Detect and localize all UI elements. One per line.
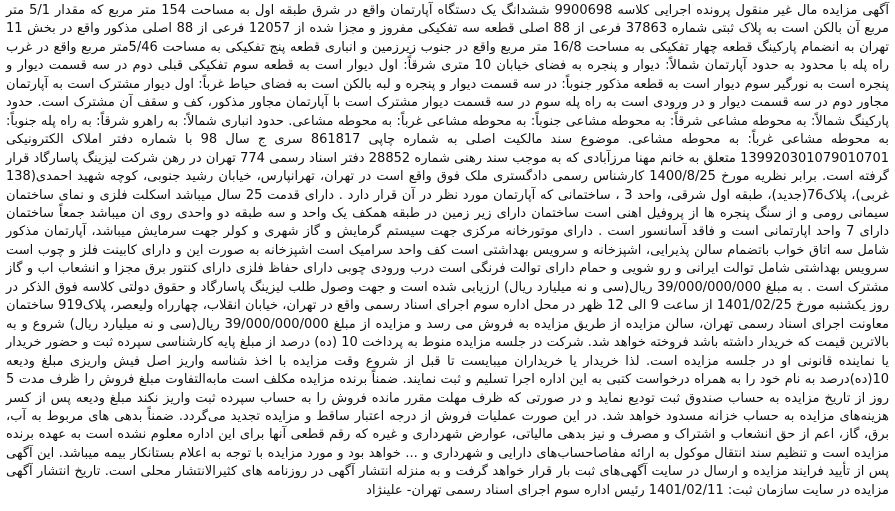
auction-notice-text: آگهی مزایده مال غیر منقول پرونده اجرایی کلاسه 9900698 ششدانگ یک دستگاه آپارتمان واقع در شرق طبقه اول به مساحت 154 متر مربع که مقدار 5/1 متر مربع آن بالکن است به پلاک ثبتی شماره 37863 فرعی از 88 اصلی قطعه سه تفکیکی مفروز و مجزا شده از 12057 فرعی از 88 اصلی مذکور واقع در بخش 11 تهران به انضمام پارکینگ قطعه چهار تفکیکی به مساحت 16/8 متر مربع واقع در جنوب زیرزمین و انباری قطعه پنج تفکیکی به مساحت 5/46متر مربع واقع در غرب راه پله با محدود به حدود آپارتمان شمالاً: دیوار و پنجره به فضای خیابان 10 متری شرقاً: اول دیوار است به قطعه سوم تفکیکی قبلی دوم در سه قسمت دیوار و پنجره است به نورگیر سوم دیوار است به قطعه مذکور جنوباً: در سه قسمت دیوار و پنجره و لبه بالکن است به فضای حیاط غرباً: اول دیوار مشترک است به آپارتمان مجاور دوم در سه قسمت دیوار و در ورودی است به راه پله سوم در سه قسمت دیوار مشترک است با آپارتمان مجاور مذکور، کف و سقف آن مشترک است. حدود پارکینگ شمالاً: به محوطه مشاعی شرقاً: به محوطه مشاعی جنوباً: به محوطه مشاعی غرباً: به محوطه مشاعی. حدود انباری شمالاً: به راهرو شرقاً: به راه پله جنوباً: به محوطه مشاعی غرباً: به محوطه مشاعی. موضوع سند مالکیت اصلی به شماره چاپی 861817 سری ج سال 98 با شماره دفتر املاک الکترونیکی 139920301079010701 متعلق به خانم مهنا مرزآبادی که به موجب سند رهنی شماره 28852 دفتر اسناد رسمی 774 تهران در رهن شرکت لیزینگ پاسارگاد قرار گرفته است. برابر نظریه مورخ 1400/8/25 کارشناس رسمی دادگستری ملک فوق واقع است در تهران، تهرانپارس، خیابان رشید جنوبی، کوچه شهید احمدی(138 غربی)، پلاک76(جدید)، طبقه اول شرقی، واحد 3 ، ساختمانی که آپارتمان مورد نظر در آن قرار دارد . دارای قدمت 25 سال میباشد اسکلت فلزی و نمای ساختمان سیمانی رومی و از سنگ پنجره ها از پروفیل اهنی است ساختمان دارای زیر زمین در طبقه همکف یک واحد و سه طبقه دو واحدی روی ان میباشد جمعاً ساختمان دارای 7 واحد اپارتمانی است و فاقد آسانسور است . دارای موتورخانه مرکزی جهت سیستم گرمایش و گاز شهری و کولر جهت سرمایش میباشد، آپارتمان مذکور شامل سه اتاق خواب باتضمام سالن پذیرایی، اشپزخانه و سرویس بهداشتی است کف واحد سرامیک است اشپزخانه به صورت این و دارای کابینت فلز و چوب است سرویس بهداشتی شامل توالت ایرانی و رو شویی و حمام دارای توالت فرنگی است درب ورودی چوبی دارای حفاظ فلزی دارای کنتور برق مجزا و انشعاب اب و گاز مشترک است . به مبلغ 39/000/000/000 ریال(سی و نه میلیارد ریال) ارزیابی شده است و جهت وصول طلب لیزینگ پاسارگاد و حقوق دولتی کلاسه فوق الذکر در روز یکشنبه مورخ 1401/02/25 از ساعت 9 الی 12 ظهر در محل اداره سوم اجرای اسناد رسمی واقع در تهران، خیابان انقلاب، چهارراه ولیعصر، پلاک919 ساختمان معاونت اجرای اسناد رسمی تهران، سالن مزایده از طریق مزایده به فروش می رسد و مزایده از مبلغ 39/000/000/000 ریال(سی و نه میلیارد ریال) شروع و به بالاترین قیمت که خریدار داشته باشد فروخته خواهد شد. شرکت در جلسه مزایده منوط به پرداخت 10 (ده) درصد از مبلغ پایه کارشناسی سپرده ثبت و حضور خریدار یا نماینده قانونی او در جلسه مزایده است. لذا خریدار یا خریداران میبایست تا قبل از شروع وقت مزایده با اخذ شناسه واریز اصل فیش واریزی مبلغ ودیعه 10(ده)درصد به نام خود را به همراه درخواست کتبی به این اداره اجرا تسلیم و ثبت نمایند. ضمناً برنده مزایده مکلف است مابه‌التفاوت مبلغ فروش را ظرف مدت 5 روز از تاریخ مزایده به حساب صندوق ثبت تودیع نماید و در صورتی که ظرف مهلت مقرر مانده فروش را به حساب سپرده ثبت واریز نکند مبلغ ودیعه پس از کسر هزینه‌های مزایده به حساب خزانه مسدود خواهد شد. در این صورت عملیات فروش از درجه اعتبار ساقط و مزایده تجدید می‌گردد. ضمناً بدهی های مربوط به آب، برق، گاز، اعم از حق انشعاب و اشتراک و مصرف و نیز بدهی مالیاتی، عوارض شهرداری و غیره که رقم قطعی آنها برای این اداره معلوم نشده است به عهده برنده مزایده است و تنظیم سند انتقال موکول به ارائه مفاصاحساب‌های دارایی و شهرداری و ... خواهد بود و مورد مزایده با توجه به اعلام بستانکار بیمه میباشد. این آگهی پس از تأیید فرایند مزایده و ارسال در سایت آگهی‌های ثبت بار قرار خواهد گرفت و به منزله انتشار آگهی در روزنامه های کثیرالانتشار محلی است. تاریخ انتشار آگهی مزایده در سایت سازمان ثبت: 1401/02/11 رئیس اداره سوم اجرای اسناد رسمی تهران- علینژاد xyxy=(6,3,890,498)
